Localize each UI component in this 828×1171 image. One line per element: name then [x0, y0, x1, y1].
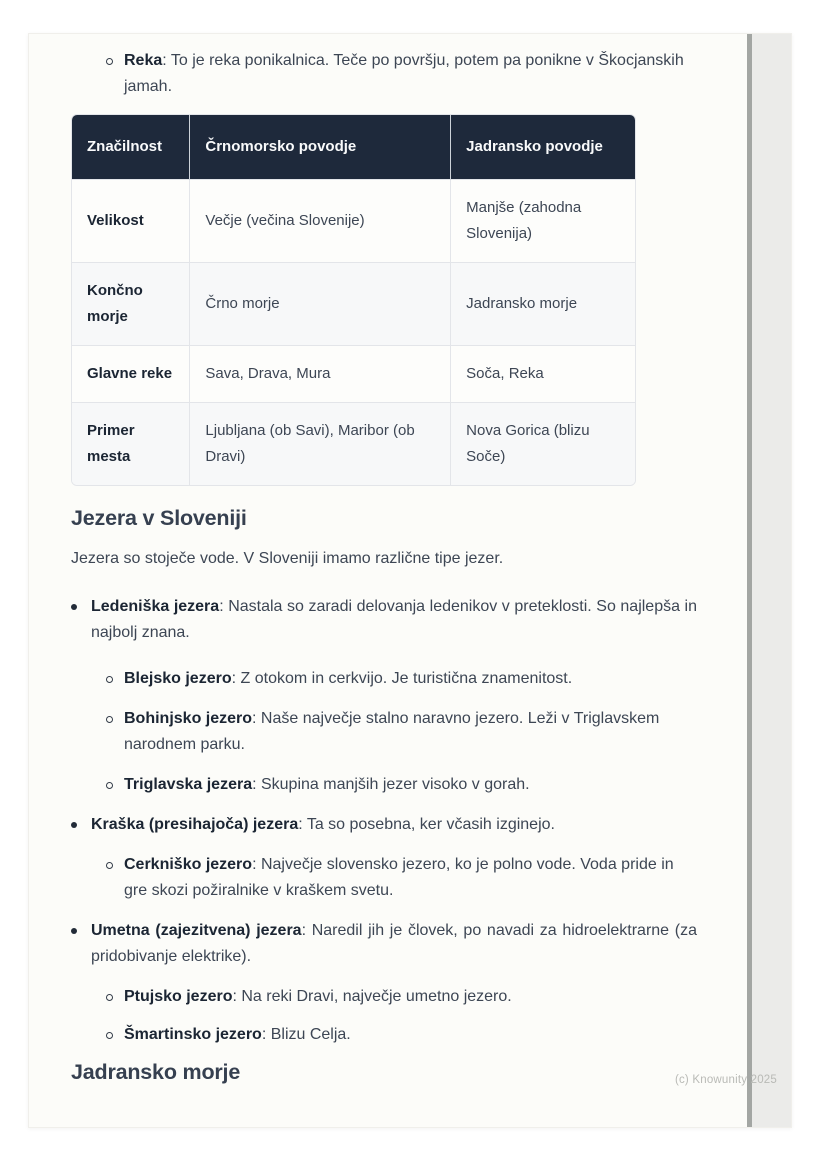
list-item-smartinsko — [106, 1022, 697, 1048]
scrollbar-track[interactable] — [747, 34, 791, 1127]
table-row — [72, 263, 635, 346]
list-item-ledeniska — [71, 594, 697, 646]
list-item-text — [124, 852, 697, 904]
table-row — [72, 180, 635, 263]
document-page — [28, 33, 792, 1128]
list-item-text — [91, 594, 697, 646]
table-cell-black-sea: Ljubljana (ob Savi), Maribor (ob Dravi) — [190, 403, 451, 486]
table-header-black-sea: Črnomorsko povodje — [190, 115, 451, 180]
list-item-rest: : Nastala so zaradi delovanja ledenikov v preteklosti. So najlepša in najbolj znana. — [91, 598, 697, 641]
watermark: (c) Knowunity 2025 — [674, 1074, 777, 1086]
list-item-term: Bohinjsko jezero — [124, 710, 253, 727]
section-intro: Jezera so stoječe vode. V Sloveniji imamo različne tipe jezer. — [71, 550, 504, 567]
list-item-text — [124, 1022, 697, 1048]
list-item-rest: : Skupina manjših jezer visoko v gorah. — [252, 776, 530, 793]
list-item-text — [124, 48, 697, 100]
list-item-rest: : Največje slovensko jezero, ko je polno vode. Voda pride in gre skozi požiralnike v kraškem svetu. — [124, 856, 674, 899]
list-item-term: Umetna (zajezitvena) jezera — [91, 922, 302, 939]
list-item-rest: : Na reki Dravi, največje umetno jezero. — [232, 988, 512, 1005]
circle-bullet-icon — [106, 782, 113, 789]
bullet-icon — [71, 928, 77, 934]
circle-bullet-icon — [106, 862, 113, 869]
section-title-jadransko: Jadransko morje — [71, 1060, 241, 1084]
table-header-row — [72, 115, 635, 180]
table-cell-adriatic: Manjše (zahodna Slovenija) — [451, 180, 635, 263]
circle-bullet-icon — [106, 58, 113, 65]
list-item-text — [124, 666, 697, 692]
list-item-bohinjsko — [106, 706, 697, 758]
list-item-blejsko — [106, 666, 697, 692]
list-item-triglavska — [106, 772, 697, 798]
list-item-term: Ledeniška jezera — [91, 598, 220, 615]
circle-bullet-icon — [106, 676, 113, 683]
list-item-term: Cerkniško jezero — [124, 856, 253, 873]
list-item-kraska — [71, 812, 697, 838]
table-header-adriatic: Jadransko povodje — [451, 115, 635, 180]
comparison-table — [71, 114, 636, 486]
list-item-term: Blejsko jezero — [124, 670, 232, 687]
bullet-icon — [71, 822, 77, 828]
list-item-rest: : Z otokom in cerkvijo. Je turistična znamenitost. — [231, 670, 573, 687]
list-item-term: Triglavska jezera — [124, 776, 253, 793]
table-cell-adriatic: Soča, Reka — [451, 346, 635, 403]
circle-bullet-icon — [106, 1032, 113, 1039]
table-cell-feature: Primer mesta — [72, 403, 190, 486]
list-item-reka — [106, 48, 697, 100]
list-item-term: Kraška (presihajoča) jezera — [91, 816, 299, 833]
list-item-text — [124, 984, 697, 1010]
table-cell-feature: Velikost — [72, 180, 190, 263]
table-cell-black-sea: Sava, Drava, Mura — [190, 346, 451, 403]
list-item-rest: : Naše največje stalno naravno jezero. Leži v Triglavskem narodnem parku. — [124, 710, 660, 753]
list-item-umetna — [71, 918, 697, 970]
list-item-text — [124, 706, 697, 758]
list-item-term: Šmartinsko jezero — [124, 1026, 262, 1043]
list-item-rest: : Naredil jih je človek, po navadi za hidroelektrarne (za pridobivanje elektrike). — [91, 922, 697, 965]
circle-bullet-icon — [106, 994, 113, 1001]
table-cell-adriatic: Nova Gorica (blizu Soče) — [451, 403, 635, 486]
table-cell-feature: Končno morje — [72, 263, 190, 346]
list-item-rest: : Ta so posebna, ker včasih izginejo. — [298, 816, 555, 833]
circle-bullet-icon — [106, 716, 113, 723]
list-item-text — [124, 772, 697, 798]
list-item-term: Reka — [124, 52, 163, 69]
list-item-text — [91, 918, 697, 970]
list-item-ptujsko — [106, 984, 697, 1010]
list-item-cerknisko — [106, 852, 697, 904]
table-cell-black-sea: Črno morje — [190, 263, 451, 346]
document-content — [29, 34, 749, 1086]
table-row — [72, 346, 635, 403]
section-title-jezera: Jezera v Sloveniji — [71, 506, 247, 530]
table-cell-adriatic: Jadransko morje — [451, 263, 635, 346]
table-header-feature: Značilnost — [72, 115, 190, 180]
list-item-rest: : Blizu Celja. — [261, 1026, 351, 1043]
table-row — [72, 403, 635, 486]
list-item-term: Ptujsko jezero — [124, 988, 233, 1005]
list-item-rest: : To je reka ponikalnica. Teče po površju, potem pa ponikne v Škocjanskih jamah. — [124, 52, 684, 95]
list-item-text — [91, 812, 697, 838]
bullet-icon — [71, 604, 77, 610]
table-cell-feature: Glavne reke — [72, 346, 190, 403]
table-cell-black-sea: Večje (večina Slovenije) — [190, 180, 451, 263]
